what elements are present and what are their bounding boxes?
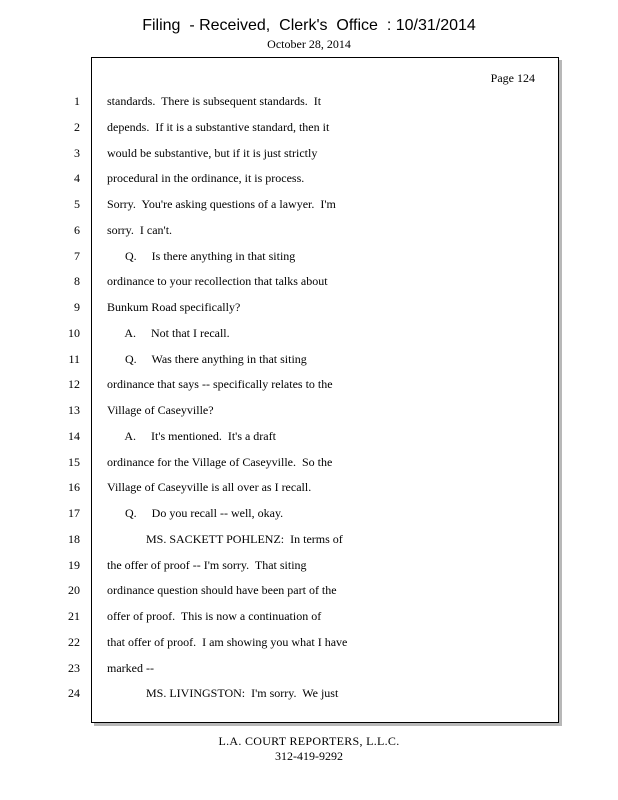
- transcript-line: [0, 656, 618, 682]
- transcript-line: [0, 553, 618, 579]
- line-number: 16: [68, 480, 80, 495]
- transcript-line: [0, 166, 618, 192]
- transcript-line: [0, 269, 618, 295]
- line-number: 18: [68, 531, 80, 546]
- line-text: would be substantive, but if it is just strictly: [107, 145, 318, 160]
- line-number: 9: [74, 300, 80, 314]
- line-text: ordinance for the Village of Caseyville. So the: [107, 454, 333, 469]
- line-text: Q. Is there anything in that siting: [107, 248, 296, 263]
- transcript-line: [0, 89, 618, 115]
- court-reporter-phone: 312-419-9292: [275, 749, 343, 763]
- line-text: Q. Do you recall -- well, okay.: [107, 506, 284, 520]
- line-text: MS. SACKETT POHLENZ: In terms of: [107, 531, 343, 546]
- line-number: 13: [68, 403, 80, 417]
- transcript-line: [0, 630, 618, 656]
- transcript-line: [0, 604, 618, 630]
- line-text: offer of proof. This is now a continuation of: [107, 609, 322, 623]
- line-number: 11: [68, 351, 80, 366]
- transcript-line: [0, 501, 618, 527]
- transcript-date: October 28, 2014: [267, 37, 351, 51]
- transcript-line: [0, 244, 618, 270]
- line-number: 14: [68, 428, 80, 443]
- transcript-line: [0, 115, 618, 141]
- line-number: 3: [74, 145, 80, 160]
- transcript-line: [0, 192, 618, 218]
- transcript-body: [0, 89, 618, 707]
- page-number: Page 124: [490, 71, 535, 85]
- transcript-line: [0, 321, 618, 347]
- line-number: 1: [74, 94, 80, 108]
- line-text: A. It's mentioned. It's a draft: [107, 428, 276, 443]
- transcript-line: [0, 450, 618, 476]
- line-number: 22: [68, 634, 80, 649]
- transcript-line: [0, 347, 618, 373]
- line-text: standards. There is subsequent standards. It: [107, 94, 322, 108]
- line-number: 15: [68, 454, 80, 469]
- transcript-line: [0, 141, 618, 167]
- filing-stamp: Filing - Received, Clerk's Office : 10/31/2014: [142, 17, 476, 34]
- line-text: Village of Caseyville is all over as I recall.: [107, 480, 312, 495]
- line-number: 6: [74, 222, 80, 237]
- line-text: sorry. I can't.: [107, 222, 173, 237]
- line-number: 7: [74, 248, 80, 263]
- line-text: that offer of proof. I am showing you what I have: [107, 634, 348, 649]
- line-number: 8: [74, 274, 80, 289]
- line-number: 10: [68, 325, 80, 340]
- transcript-line: [0, 218, 618, 244]
- line-number: 4: [74, 171, 80, 186]
- transcript-line: [0, 475, 618, 501]
- line-text: ordinance question should have been part of the: [107, 583, 337, 598]
- line-text: Sorry. You're asking questions of a lawyer. I'm: [107, 197, 336, 211]
- line-number: 17: [68, 506, 80, 520]
- transcript-line: [0, 527, 618, 553]
- line-number: 2: [74, 119, 80, 134]
- transcript-line: [0, 398, 618, 424]
- line-text: the offer of proof -- I'm sorry. That siting: [107, 557, 307, 572]
- line-number: 5: [74, 197, 80, 211]
- transcript-line: [0, 424, 618, 450]
- line-text: Village of Caseyville?: [107, 403, 214, 417]
- transcript-line: [0, 295, 618, 321]
- line-text: ordinance that says -- specifically relates to the: [107, 377, 333, 392]
- line-number: 21: [68, 609, 80, 623]
- court-reporter-company: L.A. COURT REPORTERS, L.L.C.: [218, 734, 400, 748]
- line-number: 24: [68, 686, 80, 701]
- line-text: ordinance to your recollection that talks about: [107, 274, 328, 289]
- transcript-line: [0, 681, 618, 707]
- line-text: A. Not that I recall.: [107, 325, 230, 340]
- line-text: marked --: [107, 660, 154, 675]
- transcript-line: [0, 372, 618, 398]
- line-text: procedural in the ordinance, it is process.: [107, 171, 305, 186]
- line-number: 20: [68, 583, 80, 598]
- line-number: 19: [68, 557, 80, 572]
- line-text: Q. Was there anything in that siting: [107, 351, 307, 366]
- line-number: 12: [68, 377, 80, 392]
- line-text: Bunkum Road specifically?: [107, 300, 241, 314]
- line-text: MS. LIVINGSTON: I'm sorry. We just: [107, 686, 339, 701]
- line-text: depends. If it is a substantive standard, then it: [107, 119, 330, 134]
- transcript-line: [0, 578, 618, 604]
- line-number: 23: [68, 660, 80, 675]
